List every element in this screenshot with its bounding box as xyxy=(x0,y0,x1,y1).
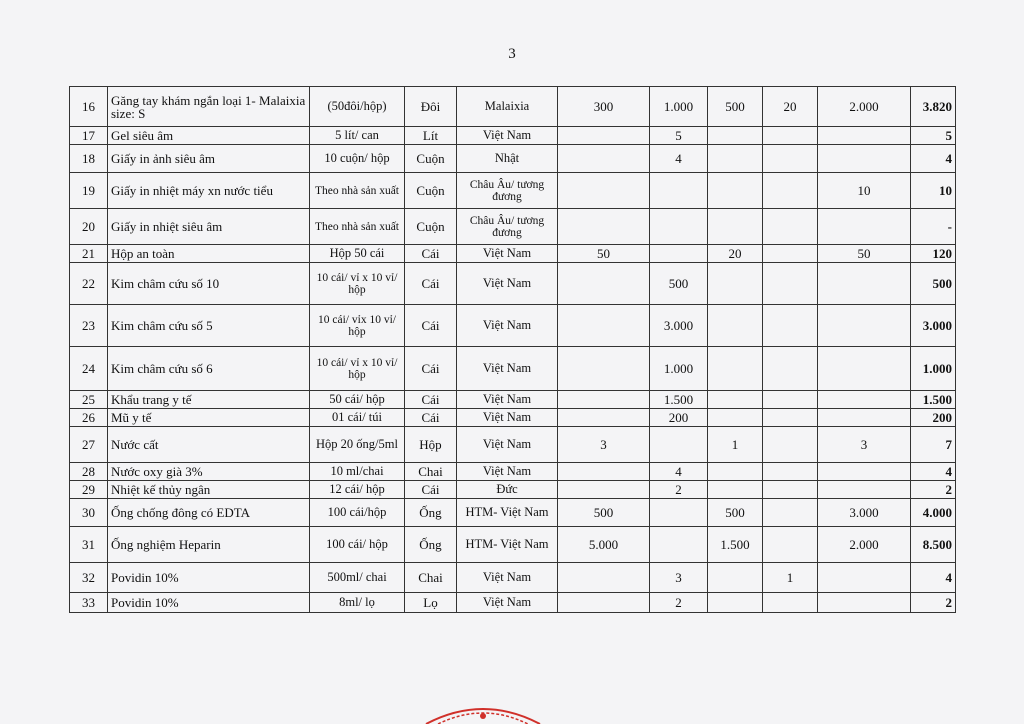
quantity-col-2: 3.000 xyxy=(650,305,708,347)
quantity-col-4 xyxy=(763,499,818,527)
total-quantity: 1.000 xyxy=(911,347,956,391)
item-name: Găng tay khám ngắn loại 1- Malaixia size: S xyxy=(108,87,310,127)
quantity-col-4: 1 xyxy=(763,563,818,593)
origin: Việt Nam xyxy=(457,391,558,409)
row-number: 19 xyxy=(70,173,108,209)
quantity-col-1: 3 xyxy=(558,427,650,463)
origin: Việt Nam xyxy=(457,593,558,613)
origin: Malaixia xyxy=(457,87,558,127)
quantity-col-2 xyxy=(650,209,708,245)
quantity-col-2: 4 xyxy=(650,145,708,173)
quantity-col-4 xyxy=(763,347,818,391)
quantity-col-3 xyxy=(708,593,763,613)
origin: Nhật xyxy=(457,145,558,173)
item-name: Kim châm cứu số 10 xyxy=(108,263,310,305)
quantity-col-5 xyxy=(818,409,911,427)
quantity-col-1 xyxy=(558,347,650,391)
row-number: 29 xyxy=(70,481,108,499)
quantity-col-3 xyxy=(708,209,763,245)
row-number: 23 xyxy=(70,305,108,347)
quantity-col-2 xyxy=(650,499,708,527)
item-name: Giấy in nhiệt siêu âm xyxy=(108,209,310,245)
total-quantity: 200 xyxy=(911,409,956,427)
packaging-spec: 10 cuộn/ hộp xyxy=(310,145,405,173)
table-row xyxy=(70,173,956,209)
origin: HTM- Việt Nam xyxy=(457,499,558,527)
unit: Cái xyxy=(405,245,457,263)
quantity-col-5 xyxy=(818,305,911,347)
quantity-col-4 xyxy=(763,173,818,209)
total-quantity: 4 xyxy=(911,145,956,173)
row-number: 32 xyxy=(70,563,108,593)
quantity-col-2: 3 xyxy=(650,563,708,593)
item-name: Hộp an toàn xyxy=(108,245,310,263)
packaging-spec: Hộp 20 ống/5ml xyxy=(310,427,405,463)
origin: Việt Nam xyxy=(457,563,558,593)
quantity-col-3 xyxy=(708,127,763,145)
quantity-col-2: 5 xyxy=(650,127,708,145)
quantity-col-3 xyxy=(708,463,763,481)
quantity-col-5 xyxy=(818,593,911,613)
table-row xyxy=(70,463,956,481)
unit: Cuộn xyxy=(405,209,457,245)
quantity-col-1 xyxy=(558,263,650,305)
unit: Lít xyxy=(405,127,457,145)
origin: Châu Âu/ tương đương xyxy=(457,209,558,245)
origin: HTM- Việt Nam xyxy=(457,527,558,563)
quantity-col-5: 3 xyxy=(818,427,911,463)
packaging-spec: Theo nhà sản xuất xyxy=(310,209,405,245)
packaging-spec: Hộp 50 cái xyxy=(310,245,405,263)
table-row xyxy=(70,127,956,145)
quantity-col-1 xyxy=(558,305,650,347)
quantity-col-1 xyxy=(558,127,650,145)
quantity-col-2: 1.000 xyxy=(650,87,708,127)
total-quantity: 3.000 xyxy=(911,305,956,347)
quantity-col-4 xyxy=(763,391,818,409)
quantity-col-4 xyxy=(763,127,818,145)
origin: Đức xyxy=(457,481,558,499)
quantity-col-4 xyxy=(763,463,818,481)
quantity-col-4 xyxy=(763,209,818,245)
quantity-col-4 xyxy=(763,427,818,463)
row-number: 18 xyxy=(70,145,108,173)
quantity-col-4 xyxy=(763,527,818,563)
quantity-col-3: 20 xyxy=(708,245,763,263)
table-row xyxy=(70,563,956,593)
row-number: 26 xyxy=(70,409,108,427)
packaging-spec: 500ml/ chai xyxy=(310,563,405,593)
table-row xyxy=(70,593,956,613)
item-name: Giấy in ảnh siêu âm xyxy=(108,145,310,173)
quantity-col-1 xyxy=(558,463,650,481)
table-row xyxy=(70,145,956,173)
total-quantity: 4.000 xyxy=(911,499,956,527)
packaging-spec: 10 cái/ vỉ x 10 vỉ/ hộp xyxy=(310,263,405,305)
row-number: 21 xyxy=(70,245,108,263)
table-row xyxy=(70,245,956,263)
table-row xyxy=(70,87,956,127)
quantity-col-1 xyxy=(558,481,650,499)
page-number: 3 xyxy=(508,46,516,62)
item-name: Povidin 10% xyxy=(108,563,310,593)
origin: Châu Âu/ tương đương xyxy=(457,173,558,209)
table-row xyxy=(70,305,956,347)
quantity-col-1 xyxy=(558,563,650,593)
origin: Việt Nam xyxy=(457,305,558,347)
quantity-col-1 xyxy=(558,593,650,613)
origin: Việt Nam xyxy=(457,127,558,145)
unit: Ống xyxy=(405,527,457,563)
quantity-col-5: 2.000 xyxy=(818,527,911,563)
packaging-spec: 100 cái/ hộp xyxy=(310,527,405,563)
total-quantity: 500 xyxy=(911,263,956,305)
origin: Việt Nam xyxy=(457,409,558,427)
item-name: Ống nghiệm Heparin xyxy=(108,527,310,563)
unit: Cái xyxy=(405,391,457,409)
table-row xyxy=(70,499,956,527)
origin: Việt Nam xyxy=(457,463,558,481)
total-quantity: 2 xyxy=(911,593,956,613)
row-number: 20 xyxy=(70,209,108,245)
total-quantity: 10 xyxy=(911,173,956,209)
total-quantity: 120 xyxy=(911,245,956,263)
row-number: 25 xyxy=(70,391,108,409)
quantity-col-5 xyxy=(818,481,911,499)
quantity-col-3: 500 xyxy=(708,499,763,527)
packaging-spec: 100 cái/hộp xyxy=(310,499,405,527)
item-name: Giấy in nhiệt máy xn nước tiểu xyxy=(108,173,310,209)
origin: Việt Nam xyxy=(457,245,558,263)
quantity-col-1 xyxy=(558,209,650,245)
packaging-spec: Theo nhà sản xuất xyxy=(310,173,405,209)
unit: Hộp xyxy=(405,427,457,463)
unit: Lọ xyxy=(405,593,457,613)
table-row xyxy=(70,527,956,563)
unit: Cuộn xyxy=(405,145,457,173)
row-number: 24 xyxy=(70,347,108,391)
unit: Cái xyxy=(405,347,457,391)
packaging-spec: 10 ml/chai xyxy=(310,463,405,481)
unit: Ống xyxy=(405,499,457,527)
quantity-col-4 xyxy=(763,245,818,263)
unit: Cái xyxy=(405,263,457,305)
quantity-col-2: 2 xyxy=(650,593,708,613)
quantity-col-2: 500 xyxy=(650,263,708,305)
quantity-col-3: 1.500 xyxy=(708,527,763,563)
red-seal-stamp xyxy=(418,700,548,724)
packaging-spec: 12 cái/ hộp xyxy=(310,481,405,499)
unit: Chai xyxy=(405,563,457,593)
total-quantity: 4 xyxy=(911,563,956,593)
packaging-spec: 50 cái/ hộp xyxy=(310,391,405,409)
quantity-col-2: 1.500 xyxy=(650,391,708,409)
quantity-col-5: 3.000 xyxy=(818,499,911,527)
packaging-spec: 8ml/ lọ xyxy=(310,593,405,613)
quantity-col-1: 500 xyxy=(558,499,650,527)
quantity-col-2 xyxy=(650,427,708,463)
item-name: Gel siêu âm xyxy=(108,127,310,145)
quantity-col-1: 300 xyxy=(558,87,650,127)
total-quantity: 2 xyxy=(911,481,956,499)
quantity-col-5 xyxy=(818,127,911,145)
item-name: Kim châm cứu số 5 xyxy=(108,305,310,347)
item-name: Mũ y tế xyxy=(108,409,310,427)
quantity-col-4 xyxy=(763,593,818,613)
item-name: Nước oxy già 3% xyxy=(108,463,310,481)
row-number: 17 xyxy=(70,127,108,145)
quantity-col-2 xyxy=(650,245,708,263)
quantity-col-5: 10 xyxy=(818,173,911,209)
unit: Cái xyxy=(405,409,457,427)
unit: Cuộn xyxy=(405,173,457,209)
row-number: 33 xyxy=(70,593,108,613)
quantity-col-4 xyxy=(763,409,818,427)
item-name: Kim châm cứu số 6 xyxy=(108,347,310,391)
quantity-col-1 xyxy=(558,391,650,409)
row-number: 22 xyxy=(70,263,108,305)
origin: Việt Nam xyxy=(457,263,558,305)
row-number: 30 xyxy=(70,499,108,527)
quantity-col-3 xyxy=(708,173,763,209)
quantity-col-2: 2 xyxy=(650,481,708,499)
quantity-col-3 xyxy=(708,263,763,305)
quantity-col-3: 500 xyxy=(708,87,763,127)
table-row xyxy=(70,209,956,245)
item-name: Khẩu trang y tế xyxy=(108,391,310,409)
table-row xyxy=(70,263,956,305)
table-row xyxy=(70,427,956,463)
table-row xyxy=(70,409,956,427)
unit: Chai xyxy=(405,463,457,481)
quantity-col-2: 1.000 xyxy=(650,347,708,391)
total-quantity: - xyxy=(911,209,956,245)
unit: Cái xyxy=(405,305,457,347)
quantity-col-1: 5.000 xyxy=(558,527,650,563)
quantity-col-5: 50 xyxy=(818,245,911,263)
packaging-spec: 5 lít/ can xyxy=(310,127,405,145)
packaging-spec: (50đôi/hộp) xyxy=(310,87,405,127)
row-number: 16 xyxy=(70,87,108,127)
quantity-col-5: 2.000 xyxy=(818,87,911,127)
quantity-col-5 xyxy=(818,463,911,481)
quantity-col-5 xyxy=(818,263,911,305)
quantity-col-2: 200 xyxy=(650,409,708,427)
quantity-col-1 xyxy=(558,409,650,427)
origin: Việt Nam xyxy=(457,427,558,463)
total-quantity: 1.500 xyxy=(911,391,956,409)
row-number: 28 xyxy=(70,463,108,481)
packaging-spec: 10 cái/ vỉ x 10 vỉ/ hộp xyxy=(310,347,405,391)
total-quantity: 5 xyxy=(911,127,956,145)
total-quantity: 4 xyxy=(911,463,956,481)
quantity-col-2 xyxy=(650,527,708,563)
quantity-col-4 xyxy=(763,263,818,305)
quantity-col-5 xyxy=(818,145,911,173)
quantity-col-1: 50 xyxy=(558,245,650,263)
quantity-col-5 xyxy=(818,347,911,391)
quantity-col-3 xyxy=(708,391,763,409)
quantity-col-4 xyxy=(763,145,818,173)
total-quantity: 7 xyxy=(911,427,956,463)
row-number: 27 xyxy=(70,427,108,463)
item-name: Ống chống đông có EDTA xyxy=(108,499,310,527)
total-quantity: 8.500 xyxy=(911,527,956,563)
item-name: Nước cất xyxy=(108,427,310,463)
quantity-col-4 xyxy=(763,305,818,347)
quantity-col-4: 20 xyxy=(763,87,818,127)
quantity-col-3 xyxy=(708,347,763,391)
supplies-table xyxy=(69,86,956,613)
quantity-col-5 xyxy=(818,209,911,245)
table-row xyxy=(70,391,956,409)
unit: Cái xyxy=(405,481,457,499)
table-row xyxy=(70,481,956,499)
quantity-col-1 xyxy=(558,145,650,173)
quantity-col-3 xyxy=(708,409,763,427)
quantity-col-2 xyxy=(650,173,708,209)
quantity-col-3 xyxy=(708,145,763,173)
quantity-col-5 xyxy=(818,563,911,593)
quantity-col-3 xyxy=(708,305,763,347)
unit: Đôi xyxy=(405,87,457,127)
quantity-col-5 xyxy=(818,391,911,409)
quantity-col-1 xyxy=(558,173,650,209)
row-number: 31 xyxy=(70,527,108,563)
item-name: Povidin 10% xyxy=(108,593,310,613)
origin: Việt Nam xyxy=(457,347,558,391)
quantity-col-3 xyxy=(708,481,763,499)
packaging-spec: 10 cái/ vỉx 10 vỉ/ hộp xyxy=(310,305,405,347)
quantity-col-4 xyxy=(763,481,818,499)
quantity-col-3 xyxy=(708,563,763,593)
total-quantity: 3.820 xyxy=(911,87,956,127)
table-row xyxy=(70,347,956,391)
quantity-col-2: 4 xyxy=(650,463,708,481)
item-name: Nhiệt kế thủy ngân xyxy=(108,481,310,499)
packaging-spec: 01 cái/ túi xyxy=(310,409,405,427)
quantity-col-3: 1 xyxy=(708,427,763,463)
